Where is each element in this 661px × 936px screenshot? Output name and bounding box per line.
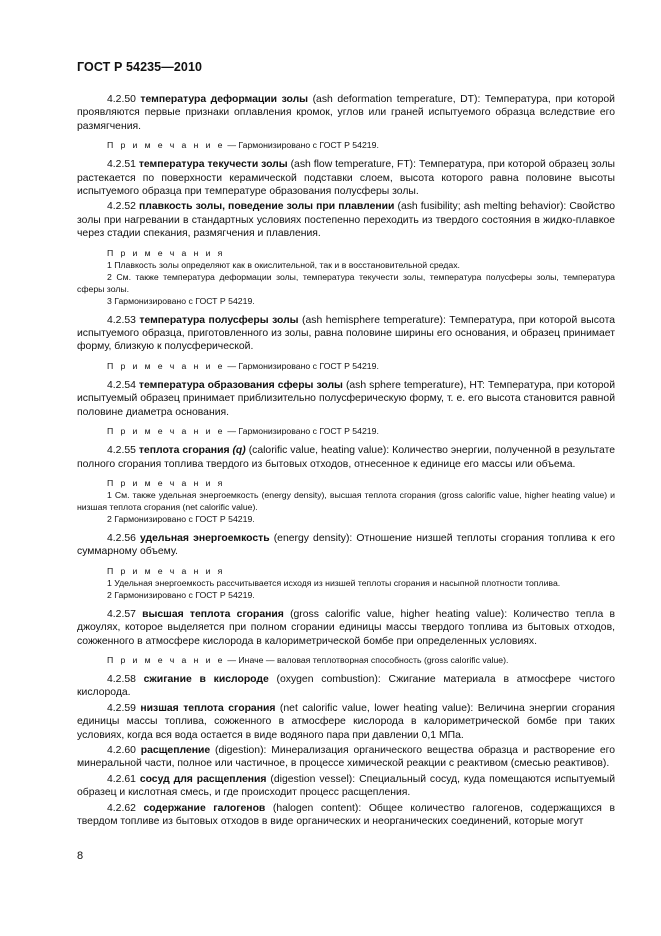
note-item: 3 Гармонизировано с ГОСТ Р 54219. [107, 295, 255, 306]
note-text: — Иначе — валовая теплотворная способность (gross calorific value). [224, 654, 509, 665]
entry-symbol: (q) [232, 445, 246, 457]
note-item: 2 См. также температура деформации золы, температура текучести золы, температура полусферы золы, температура сферы золы. [77, 271, 615, 294]
entry-definition: (calorific value, heating value): Количество энергии, полученной в результате полного сгорания топлива твердого из бытовых отходов, отнесенное к единице его массы или объема. [77, 445, 616, 470]
entry-4-2-56 [77, 532, 615, 559]
note-label: П р и м е ч а н и е [107, 360, 225, 371]
entry-definition: (oxygen combustion): Сжигание материала в атмосфере чистого кислорода. [77, 673, 615, 699]
note-item: 1 Плавкость золы определяют как в окислительной, так и в восстановительной средах. [107, 259, 460, 270]
notes-4-2-56 [77, 565, 615, 601]
page-number: 8 [77, 850, 84, 862]
entry-number: 4.2.51 [107, 159, 136, 171]
entry-definition: (ash fusibility; ash melting behavior): Свойство золы при нагревании в стандартных условиях постепенно переходить из твердого состояния в жидко-плавкое через стадии спекания, размягчения и плавления. [77, 201, 615, 240]
note-item: 1 Удельная энергоемкость рассчитывается исходя из низшей теплоты сгорания и насыпной плотности топлива. [107, 577, 561, 588]
entry-number: 4.2.53 [107, 314, 136, 326]
entry-definition: (ash deformation temperature, DT): Температура, при которой проявляются первые признаки оплавления кромок, углов или граней испытуемого образца вследствие его размягчения. [77, 94, 615, 132]
entry-number: 4.2.58 [107, 673, 136, 685]
entry-4-2-62 [77, 802, 615, 829]
entry-term: температура текучести золы [138, 159, 288, 171]
entry-number: 4.2.56 [107, 532, 136, 544]
entry-number: 4.2.57 [107, 608, 136, 620]
notes-heading: П р и м е ч а н и я [107, 477, 225, 488]
entry-definition: (energy density): Отношение низшей теплоты сгорания топлива к его суммарному объему. [77, 532, 616, 558]
entry-definition: (digestion vessel): Специальный сосуд, куда помещаются испытуемый образец и кислотная смесь, и где происходит процесс расщепления. [77, 773, 616, 799]
entry-4-2-59 [77, 702, 615, 742]
notes-heading: П р и м е ч а н и я [107, 247, 225, 258]
note-4-2-50 [77, 139, 615, 151]
entry-term: сжигание в кислороде [143, 673, 269, 685]
entry-definition: (ash flow temperature, FT): Температура, при которой образец золы растекается по поверхности керамической подставки слоем, высота которого равна половине высоты испытуемого образца при температуре образования полусферы золы. [77, 159, 615, 198]
entry-4-2-54 [77, 379, 615, 419]
document-body [77, 93, 615, 830]
entry-number: 4.2.61 [107, 773, 136, 785]
notes-4-2-55 [77, 477, 615, 525]
note-4-2-57 [77, 654, 615, 666]
entry-term: теплота сгорания [138, 445, 230, 457]
notes-4-2-52 [77, 247, 615, 307]
entry-term: высшая теплота сгорания [142, 608, 284, 620]
note-item: 2 Гармонизировано с ГОСТ Р 54219. [107, 589, 255, 600]
entry-definition: (ash sphere temperature), HT: Температура, при которой испытуемый образец принимает приблизительно полусферическую форму, т. е. его высота становится равной половине диаметра основания. [77, 379, 616, 418]
note-label: П р и м е ч а н и е [107, 426, 225, 437]
entry-4-2-55 [77, 444, 615, 471]
entry-4-2-52 [77, 200, 615, 240]
entry-term: низшая теплота сгорания [140, 702, 276, 714]
note-item: 1 См. также удельная энергоемкость (energy density), высшая теплота сгорания (gross calorific value, higher heating value) и низшая теплота сгорания (net calorific value). [77, 489, 615, 512]
entry-4-2-60 [77, 744, 615, 771]
note-label: П р и м е ч а н и е [107, 654, 225, 665]
entry-term: температура образования сферы золы [138, 379, 343, 391]
entry-number: 4.2.52 [107, 201, 136, 213]
entry-number: 4.2.55 [107, 445, 136, 457]
entry-definition: (digestion): Минерализация органического вещества образца и растворение его минеральной части, полное или частичное, в процессе химической реакции с реактивом (смесью реактивов). [77, 744, 616, 770]
entry-4-2-51 [77, 158, 615, 198]
note-item: 2 Гармонизировано с ГОСТ Р 54219. [107, 513, 255, 524]
entry-number: 4.2.59 [107, 702, 136, 714]
entry-definition: (ash hemisphere temperature): Температура, при которой высота испытуемого образца, приготовленного из золы, равна половине ширины его основания, и образец принимает форму, близкую к полусферической. [77, 314, 615, 353]
document-header: ГОСТ Р 54235—2010 [77, 60, 203, 74]
note-text: — Гармонизировано с ГОСТ Р 54219. [224, 360, 379, 371]
entry-4-2-57 [77, 608, 615, 648]
note-4-2-54 [77, 425, 615, 437]
entry-term: расщепление [140, 744, 211, 756]
entry-number: 4.2.50 [107, 94, 136, 105]
note-text: — Гармонизировано с ГОСТ Р 54219. [224, 140, 379, 151]
entry-number: 4.2.60 [107, 744, 136, 756]
entry-term: температура полусферы золы [139, 314, 299, 326]
entry-term: сосуд для расщепления [139, 773, 267, 785]
entry-4-2-50 [77, 93, 615, 133]
entry-4-2-61 [77, 773, 615, 800]
entry-term: температура деформации золы [140, 94, 309, 105]
entry-definition: (net calorific value, lower heating value): Величина энергии сгорания единицы массы топлива, сожженного в атмосфере кислорода в калориметрической бомбе при таких условиях, когда вся вода остается в виде водяного пара при давлении 0,1 МПа. [77, 702, 616, 741]
note-text: — Гармонизировано с ГОСТ Р 54219. [224, 426, 379, 437]
entry-term: удельная энергоемкость [139, 532, 270, 544]
entry-definition: (gross calorific value, higher heating value): Количество тепла в джоулях, которое выделяется при полном сгорании единицы массы твердого топлива из бытовых отходов, сожженного в атмосфере кислорода в калориметрической бомбе при определенных условиях. [77, 608, 615, 647]
note-label: П р и м е ч а н и е [107, 140, 225, 151]
entry-number: 4.2.54 [107, 379, 136, 391]
entry-number: 4.2.62 [107, 802, 136, 814]
notes-heading: П р и м е ч а н и я [107, 565, 225, 576]
entry-4-2-53 [77, 314, 615, 354]
entry-definition: (halogen content): Общее количество галогенов, содержащихся в твердом топливе из бытовых отходов в виде органических и неорганических соединений, которые могут [77, 802, 615, 827]
entry-4-2-58 [77, 673, 615, 700]
entry-term: содержание галогенов [143, 802, 266, 814]
entry-term: плавкость золы, поведение золы при плавлении [138, 201, 395, 213]
note-4-2-53 [77, 360, 615, 372]
